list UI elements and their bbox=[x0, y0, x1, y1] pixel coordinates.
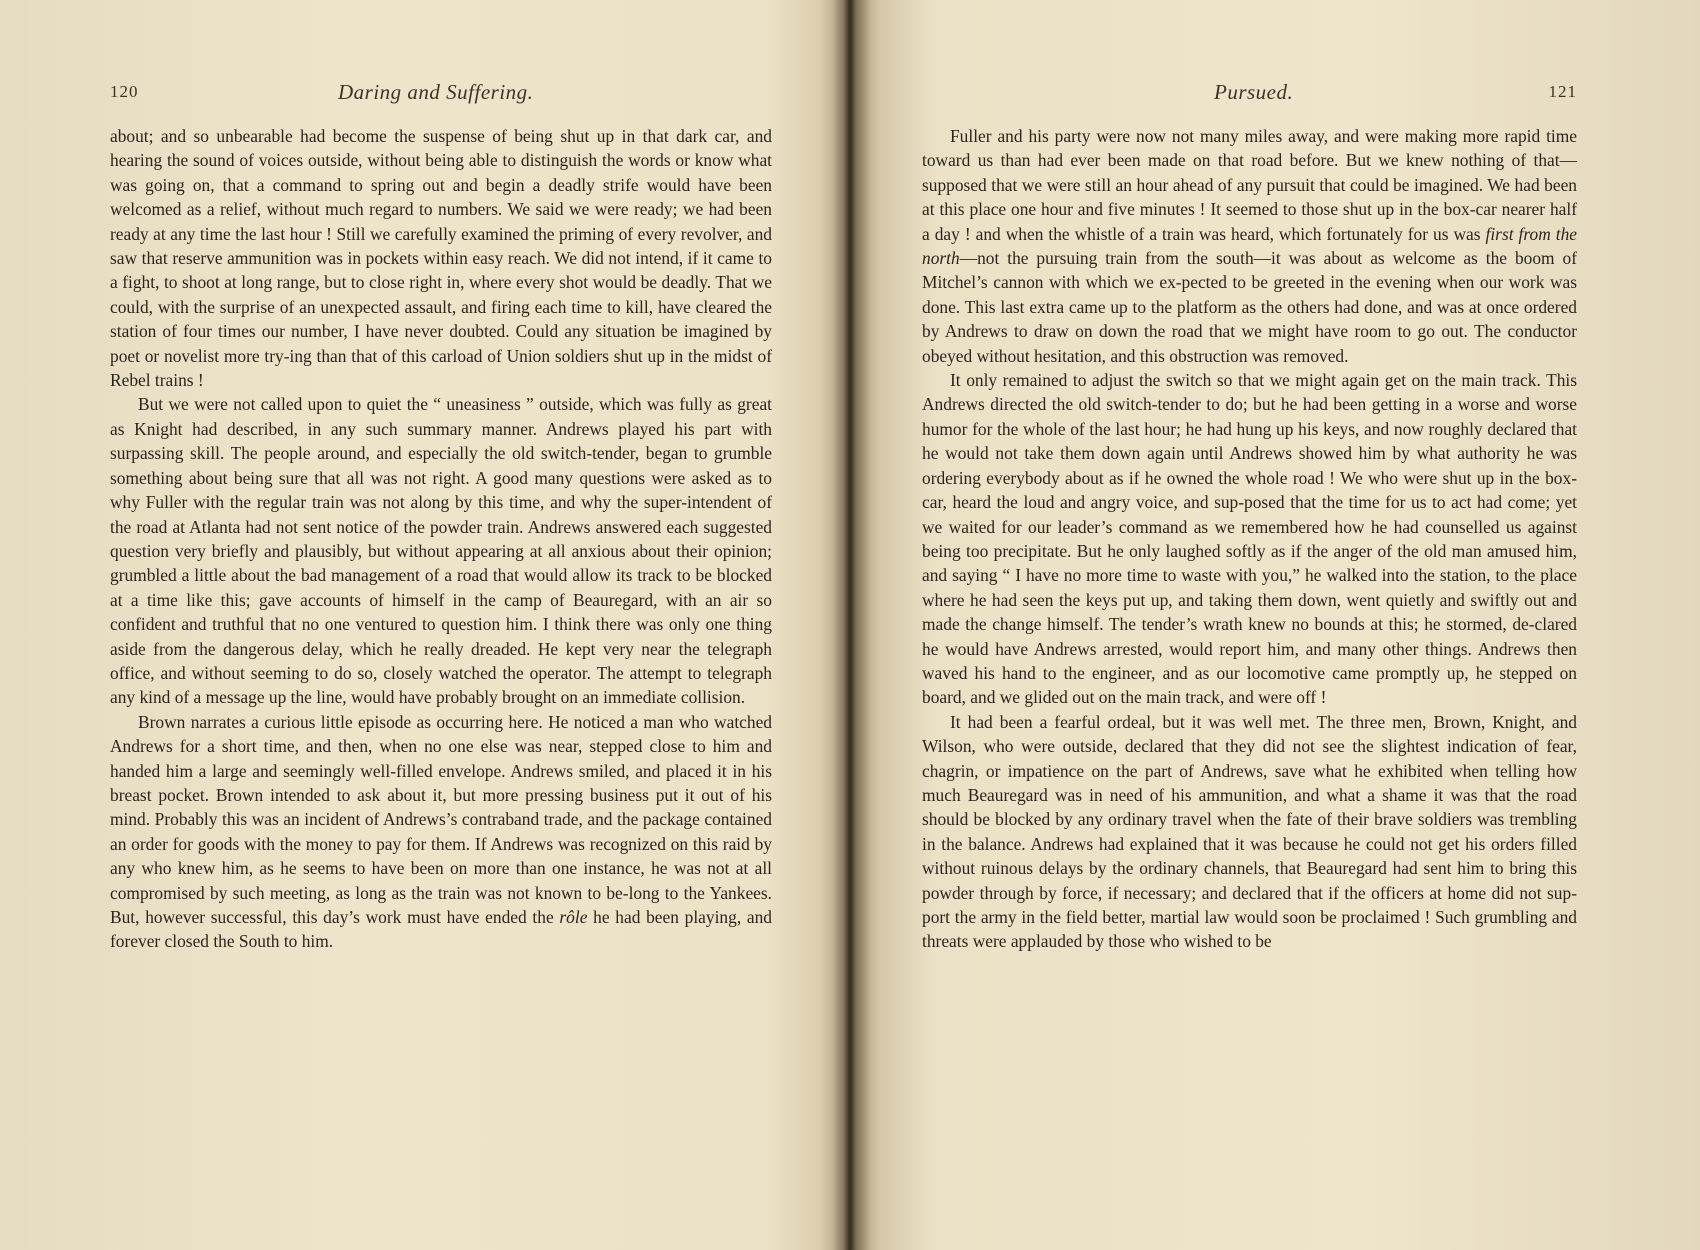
paragraph bbox=[922, 124, 1577, 368]
left-page bbox=[110, 0, 772, 1250]
page-number: 121 bbox=[1548, 82, 1577, 101]
running-head: Daring and Suffering. bbox=[338, 80, 534, 104]
right-page bbox=[922, 0, 1577, 1250]
running-head: Pursued. bbox=[1214, 80, 1294, 104]
book-spine bbox=[820, 0, 880, 1250]
paragraph: It had been a fearful ordeal, but it was well met. The three men, Brown, Knight, and Wilson, who were outside, declared that they did not see the slightest indication of fear, chagrin, or impatience on the part of Andrews, save what he exhibited when telling how much Beauregard was in need of his ammunition, and what a shame it was that the road should be blocked by any ordinary travel when the fate of their brave soldiers was trembling in the balance. Andrews had explained that it was because he could not get his orders filled without ruinous delays by the ordinary channels, that Beauregard had sent him to bring this powder through by force, if necessary; and declared that if the officers at home did not sup-port the army in the field better, martial law would soon be proclaimed ! Such grumbling and threats were applauded by those who wished to be bbox=[922, 711, 1577, 952]
paragraph bbox=[110, 710, 772, 954]
paragraph-text: —not the pursuing train from the south—it was about as welcome as the boom of Mitchel’s cannon with which we ex-pected to be greeted in the evening when our work was done. This last extra came up to the platform as the others had done, and was at once ordered by Andrews to draw on down the road that we might have room to go out. The conductor obeyed without hesitation, and this obstruction was removed. bbox=[922, 248, 1577, 366]
right-page-header bbox=[922, 80, 1577, 110]
paragraph: It only remained to adjust the switch so that we might again get on the main track. This Andrews directed the old switch-tender to do; but he had been getting in a worse and worse humor for the whole of the last hour; he had hung up his keys, and now roughly declared that he would not take them down again until Andrews showed him by what authority he was ordering everybody about as if he owned the whole road ! We who were shut up in the box-car, heard the loud and angry voice, and sup-posed that the time for us to act had come; yet we waited for our leader’s command as we remembered how he had counselled us against being too precipitate. But he only laughed softly as if the anger of the old man amused him, and saying “ I have no more time to waste with you,” he walked into the station, to the place where he had seen the keys put up, and taking them down, went quietly and swiftly out and made the change himself. The tender’s wrath knew no bounds at this; he stormed, de-clared he would have Andrews arrested, would report him, and many other things. Andrews then waved his hand to the engineer, and as our locomotive came promptly up, he stepped on board, and we glided out on the main track, and were off ! bbox=[922, 370, 1577, 708]
left-page-header bbox=[110, 80, 772, 110]
italic-word: rôle bbox=[559, 907, 588, 927]
paragraph-text: Brown narrates a curious little episode as occurring here. He noticed a man who watched Andrews for a short time, and then, when no one else was near, stepped close to him and handed him a large and seemingly well-filled envelope. Andrews smiled, and placed it in his breast pocket. Brown intended to ask about it, but more pressing business put it out of his mind. Probably this was an incident of Andrews’s contraband trade, and the package contained an order for goods with the money to pay for them. If Andrews was recognized on this raid by any who knew him, as he seems to have been on more than one instance, he was not at all compromised by such meeting, as long as the train was not known to be-long to the Yankees. But, however successful, this day’s work must have ended the bbox=[110, 711, 772, 927]
italic-phrase: first from the north bbox=[922, 223, 1577, 269]
right-page-body bbox=[922, 124, 1577, 954]
paragraph: about; and so unbearable had become the suspense of being shut up in that dark car, and hearing the sound of voices outside, without being able to distinguish the words or know what was going on, that a command to spring out and begin a deadly strife would have been welcomed as a relief, without much regard to numbers. We said we were ready; we had been ready at any time the last hour ! Still we carefully examined the priming of every revolver, and saw that reserve ammunition was in pockets within easy reach. We did not intend, if it came to a fight, to shoot at long range, but to close right in, where every shot would be deadly. That we could, with the surprise of an unexpected assault, and firing each time to kill, have cleared the station of four times our number, I have never doubted. Could any situation be imagined by poet or novelist more try-ing than that of this carload of Union soldiers shut up in the midst of Rebel trains ! bbox=[110, 126, 772, 391]
left-page-body bbox=[110, 124, 772, 954]
paragraph-text: he had been playing, and forever closed the South to him. bbox=[110, 907, 773, 952]
paragraph: But we were not called upon to quiet the “ uneasiness ” outside, which was fully as great as Knight had described, in any such summary manner. Andrews played his part with surpassing skill. The people around, and especially the old switch-tender, began to grumble something about being sure that all was not right. A good many questions were asked as to why Fuller with the regular train was not along by this time, and why the super-intendent of the road at Atlanta had not sent notice of the powder train. Andrews answered each suggested question very briefly and plausibly, but without appearing at all anxious about their opinion; grumbled a little about the bad management of a road that would allow its track to be blocked at a time like this; gave accounts of himself in the camp of Beauregard, with an air so confident and truthful that no one ventured to question him. I think there was only one thing aside from the dangerous delay, which he really dreaded. He kept very near the telegraph office, and without seeming to do so, closely watched the operator. The attempt to telegraph any kind of a message up the line, would have probably brought on an immediate collision. bbox=[110, 394, 772, 708]
page-number: 120 bbox=[110, 82, 139, 101]
paragraph-text: Fuller and his party were now not many miles away, and were making more rapid time toward us than had ever been made on that road before. But we knew nothing of that—supposed that we were still an hour ahead of any pursuit that could be imagined. We had been at this place one hour and five minutes ! It seemed to those shut up in the box-car nearer half a day ! and when the whistle of a train was heard, which fortunately for us was bbox=[922, 126, 1577, 244]
